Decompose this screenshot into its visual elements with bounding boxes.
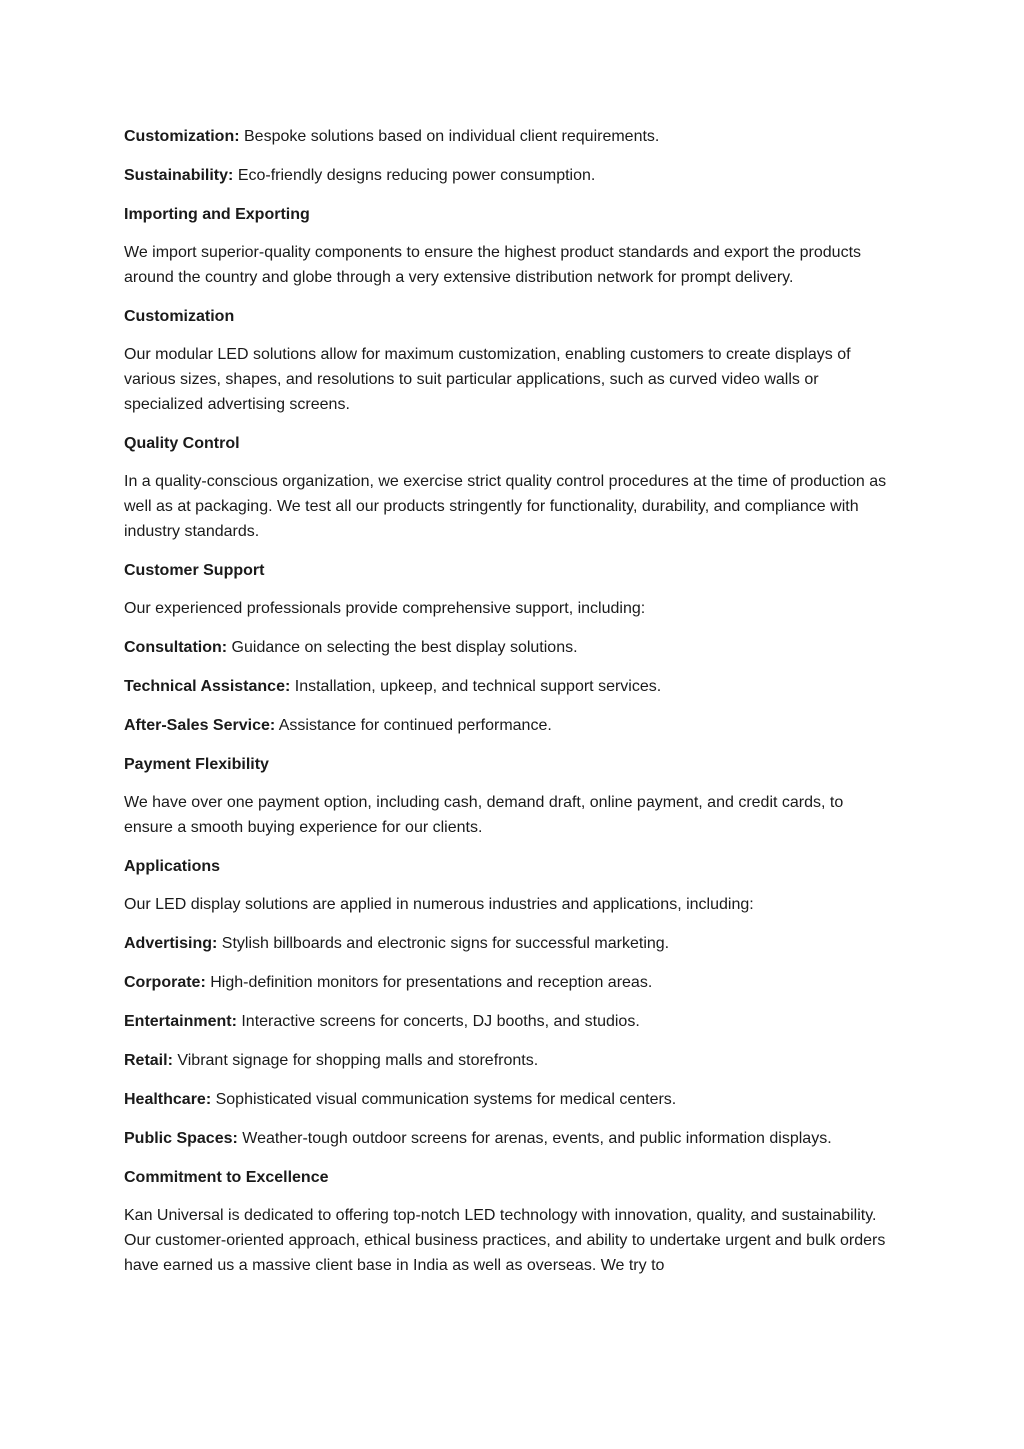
feature-text: Eco-friendly designs reducing power consumption. — [237, 167, 596, 184]
application-text: Sophisticated visual communication systems for medical centers. — [215, 1091, 677, 1108]
paragraph-customization: Our modular LED solutions allow for maximum customization, enabling customers to create displays of various sizes, shapes, and resolutions to suit particular applications, such as curved video walls or specialized advertising screens. — [124, 346, 851, 413]
paragraph-quality-control: In a quality-conscious organization, we exercise strict quality control procedures at the time of production as well as at packaging. We test all our products stringently for functionality, durability, and compliance with industry standards. — [124, 473, 887, 540]
paragraph-commitment-excellence: Kan Universal is dedicated to offering top-notch LED technology with innovation, quality, and sustainability. Our customer-oriented approach, ethical business practices, and ability to undertake urgent and bulk orders have earned us a massive client base in India as well as overseas. We try to — [124, 1207, 886, 1274]
application-advertising — [124, 931, 896, 956]
support-label: Consultation: — [124, 639, 228, 656]
application-entertainment — [124, 1009, 896, 1034]
application-label: Corporate: — [124, 974, 206, 991]
application-label: Entertainment: — [124, 1013, 237, 1030]
application-text: Weather-tough outdoor screens for arenas, events, and public information displays. — [242, 1130, 832, 1147]
heading-applications: Applications — [124, 858, 221, 875]
heading-importing-exporting: Importing and Exporting — [124, 206, 310, 223]
application-text: Stylish billboards and electronic signs for successful marketing. — [221, 935, 670, 952]
support-label: After-Sales Service: — [124, 717, 276, 734]
support-text: Assistance for continued performance. — [278, 717, 552, 734]
feature-label: Customization: — [124, 128, 240, 145]
feature-sustainability — [124, 163, 896, 188]
support-after-sales — [124, 713, 896, 738]
support-technical-assistance — [124, 674, 896, 699]
paragraph-customer-support: Our experienced professionals provide comprehensive support, including: — [124, 600, 646, 617]
application-retail — [124, 1048, 896, 1073]
application-label: Retail: — [124, 1052, 173, 1069]
heading-payment-flexibility: Payment Flexibility — [124, 756, 269, 773]
application-healthcare — [124, 1087, 896, 1112]
application-label: Public Spaces: — [124, 1130, 238, 1147]
heading-quality-control: Quality Control — [124, 435, 240, 452]
feature-label: Sustainability: — [124, 167, 234, 184]
application-text: Vibrant signage for shopping malls and storefronts. — [177, 1052, 539, 1069]
heading-customer-support: Customer Support — [124, 562, 265, 579]
feature-customization — [124, 124, 896, 149]
support-text: Guidance on selecting the best display solutions. — [231, 639, 578, 656]
support-text: Installation, upkeep, and technical support services. — [294, 678, 662, 695]
application-text: Interactive screens for concerts, DJ booths, and studios. — [241, 1013, 640, 1030]
application-corporate — [124, 970, 896, 995]
heading-customization: Customization — [124, 308, 235, 325]
feature-text: Bespoke solutions based on individual client requirements. — [244, 128, 660, 145]
heading-commitment-excellence: Commitment to Excellence — [124, 1169, 329, 1186]
application-text: High-definition monitors for presentations and reception areas. — [210, 974, 653, 991]
application-public-spaces — [124, 1126, 896, 1151]
application-label: Advertising: — [124, 935, 218, 952]
application-label: Healthcare: — [124, 1091, 212, 1108]
support-consultation — [124, 635, 896, 660]
support-label: Technical Assistance: — [124, 678, 291, 695]
paragraph-importing-exporting: We import superior-quality components to ensure the highest product standards and export the products around the country and globe through a very extensive distribution network for prompt delivery. — [124, 244, 862, 286]
document-page — [124, 124, 896, 1292]
paragraph-payment-flexibility: We have over one payment option, including cash, demand draft, online payment, and credit cards, to ensure a smooth buying experience for our clients. — [124, 794, 844, 836]
paragraph-applications: Our LED display solutions are applied in numerous industries and applications, including: — [124, 896, 754, 913]
